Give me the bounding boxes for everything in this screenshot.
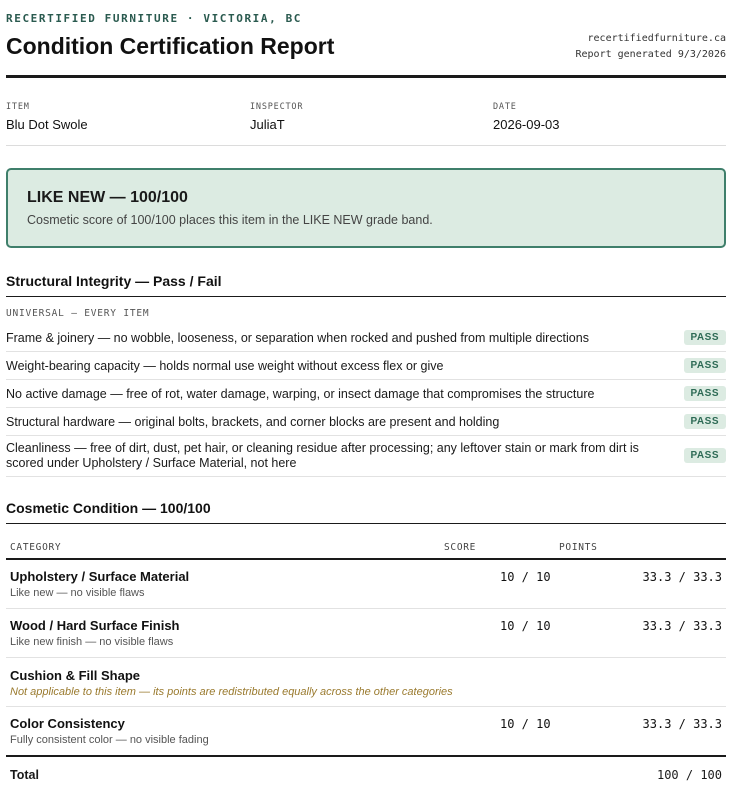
date-field [493, 102, 560, 132]
site-url[interactable]: recertifiedfurniture.ca [587, 33, 726, 44]
total-value: 100 / 100 [656, 768, 722, 782]
date-value: 2026-09-03 [493, 117, 560, 132]
grade-subtitle: Cosmetic score of 100/100 places this item in the LIKE NEW grade band. [27, 213, 433, 227]
pass-badge: PASS [684, 330, 727, 345]
category-name: Upholstery / Surface Material [10, 569, 190, 584]
category-points: 33.3 / 33.3 [642, 570, 722, 584]
grade-banner [6, 168, 726, 248]
total-row [6, 755, 726, 791]
category-name: Color Consistency [10, 716, 125, 731]
pass-badge: PASS [684, 386, 727, 401]
category-note-na: Not applicable to this item — its points are redistributed equally across the other categories [10, 686, 453, 698]
check-text: Structural hardware — original bolts, brackets, and corner blocks are present and holding [6, 415, 500, 429]
report-meta [575, 31, 726, 63]
check-text: Frame & joinery — no wobble, looseness, or separation when rocked and pushed from multiple directions [6, 331, 589, 345]
check-row [6, 408, 726, 436]
date-label: DATE [493, 102, 517, 112]
total-label: Total [10, 768, 39, 782]
category-score: 10 / 10 [500, 570, 551, 584]
check-row [6, 380, 726, 408]
pass-badge: PASS [684, 448, 727, 463]
check-row [6, 352, 726, 380]
category-note: Like new — no visible flaws [10, 587, 145, 599]
col-points: POINTS [559, 542, 598, 553]
col-category: CATEGORY [10, 542, 62, 553]
inspector-value: JuliaT [250, 117, 285, 132]
category-name: Cushion & Fill Shape [10, 668, 141, 683]
check-row [6, 436, 726, 477]
check-text: Cleanliness — free of dirt, dust, pet hair, or cleaning residue after processing; any leftover stain or mark from dirt is scored under Upholstery / Surface Material, not here [6, 441, 639, 470]
grade-title: LIKE NEW — 100/100 [27, 189, 188, 206]
generated-date: Report generated 9/3/2026 [575, 49, 726, 60]
inspector-field [250, 102, 303, 132]
report-page [6, 0, 726, 782]
table-row [6, 609, 726, 658]
page-title: Condition Certification Report [6, 33, 335, 59]
category-points: 33.3 / 33.3 [642, 717, 722, 731]
category-score: 10 / 10 [500, 619, 551, 633]
inspector-label: INSPECTOR [250, 102, 304, 112]
item-field [6, 102, 88, 132]
cosmetic-heading: Cosmetic Condition — 100/100 [6, 500, 726, 524]
universal-label: UNIVERSAL — EVERY ITEM [6, 308, 150, 319]
report-header [6, 0, 726, 78]
col-score: SCORE [444, 542, 477, 553]
check-row [6, 324, 726, 352]
brand-line: RECERTIFIED FURNITURE · VICTORIA, BC [6, 12, 303, 25]
table-row [6, 560, 726, 609]
pass-badge: PASS [684, 414, 727, 429]
table-row [6, 658, 726, 707]
item-label: ITEM [6, 102, 30, 112]
category-score: 10 / 10 [500, 717, 551, 731]
table-row [6, 707, 726, 755]
category-points: 33.3 / 33.3 [642, 619, 722, 633]
check-text: Weight-bearing capacity — holds normal use weight without excess flex or give [6, 359, 444, 373]
category-note: Like new finish — no visible flaws [10, 636, 174, 648]
structural-heading: Structural Integrity — Pass / Fail [6, 273, 726, 297]
item-value: Blu Dot Swole [6, 117, 88, 132]
check-text: No active damage — free of rot, water damage, warping, or insect damage that compromises the structure [6, 387, 595, 401]
item-info [6, 78, 726, 146]
table-header [6, 530, 726, 560]
category-note: Fully consistent color — no visible fading [10, 734, 209, 746]
category-name: Wood / Hard Surface Finish [10, 618, 180, 633]
pass-badge: PASS [684, 358, 727, 373]
